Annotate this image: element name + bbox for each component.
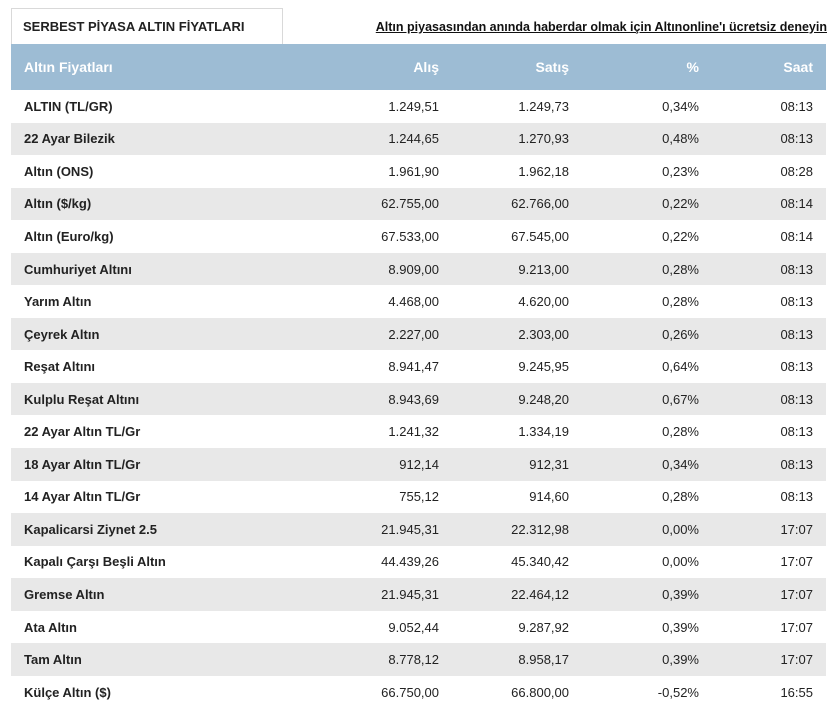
cell-percent: 0,00% <box>582 513 712 546</box>
cell-name: ALTIN (TL/GR) <box>11 90 315 123</box>
table-row <box>11 90 826 123</box>
cell-buy: 4.468,00 <box>315 285 452 318</box>
cell-buy: 8.778,12 <box>315 643 452 676</box>
table-row <box>11 546 826 579</box>
cell-buy: 8.943,69 <box>315 383 452 416</box>
cell-sell: 9.248,20 <box>452 383 582 416</box>
column-header-percent: % <box>582 44 712 90</box>
cell-time: 08:13 <box>712 90 826 123</box>
table-row <box>11 513 826 546</box>
table-header-row <box>11 44 826 90</box>
cell-sell: 22.464,12 <box>452 578 582 611</box>
cell-sell: 1.249,73 <box>452 90 582 123</box>
cell-name: Kapalicarsi Ziynet 2.5 <box>11 513 315 546</box>
cell-name: Cumhuriyet Altını <box>11 253 315 286</box>
cell-sell: 45.340,42 <box>452 546 582 579</box>
cell-buy: 1.249,51 <box>315 90 452 123</box>
cell-time: 17:07 <box>712 643 826 676</box>
table-row <box>11 253 826 286</box>
cell-time: 08:13 <box>712 285 826 318</box>
table-row <box>11 448 826 481</box>
cell-percent: 0,39% <box>582 643 712 676</box>
cell-name: 18 Ayar Altın TL/Gr <box>11 448 315 481</box>
cell-time: 08:13 <box>712 415 826 448</box>
table-body <box>11 90 826 708</box>
cell-percent: 0,28% <box>582 481 712 514</box>
table-row <box>11 611 826 644</box>
cell-percent: 0,39% <box>582 611 712 644</box>
cell-time: 08:14 <box>712 220 826 253</box>
cell-sell: 9.245,95 <box>452 350 582 383</box>
cell-sell: 22.312,98 <box>452 513 582 546</box>
cell-buy: 62.755,00 <box>315 188 452 221</box>
cell-name: 14 Ayar Altın TL/Gr <box>11 481 315 514</box>
cell-time: 08:13 <box>712 350 826 383</box>
cell-sell: 67.545,00 <box>452 220 582 253</box>
cell-sell: 9.287,92 <box>452 611 582 644</box>
cell-time: 17:07 <box>712 513 826 546</box>
table-row <box>11 676 826 709</box>
cell-percent: 0,23% <box>582 155 712 188</box>
cell-time: 08:13 <box>712 481 826 514</box>
cell-sell: 9.213,00 <box>452 253 582 286</box>
table-row <box>11 350 826 383</box>
cell-name: Ata Altın <box>11 611 315 644</box>
table-header <box>11 44 826 90</box>
cell-time: 17:07 <box>712 578 826 611</box>
gold-prices-table <box>11 44 826 708</box>
cell-percent: 0,34% <box>582 90 712 123</box>
cell-time: 08:13 <box>712 448 826 481</box>
cell-percent: 0,28% <box>582 415 712 448</box>
cell-name: Kulplu Reşat Altını <box>11 383 315 416</box>
cell-sell: 1.334,19 <box>452 415 582 448</box>
cell-buy: 2.227,00 <box>315 318 452 351</box>
table-row <box>11 188 826 221</box>
cell-percent: 0,48% <box>582 123 712 156</box>
cell-sell: 2.303,00 <box>452 318 582 351</box>
cell-buy: 44.439,26 <box>315 546 452 579</box>
cell-name: Kapalı Çarşı Beşli Altın <box>11 546 315 579</box>
cell-buy: 21.945,31 <box>315 513 452 546</box>
tab-serbest-piyasa[interactable]: SERBEST PİYASA ALTIN FİYATLARI <box>11 8 283 44</box>
cell-buy: 1.244,65 <box>315 123 452 156</box>
cell-percent: 0,26% <box>582 318 712 351</box>
cell-time: 16:55 <box>712 676 826 709</box>
cell-time: 08:13 <box>712 253 826 286</box>
cell-name: Altın (Euro/kg) <box>11 220 315 253</box>
table-row <box>11 578 826 611</box>
cell-sell: 1.270,93 <box>452 123 582 156</box>
table-row <box>11 481 826 514</box>
cell-name: Çeyrek Altın <box>11 318 315 351</box>
cell-buy: 8.941,47 <box>315 350 452 383</box>
cell-percent: 0,28% <box>582 285 712 318</box>
column-header-time: Saat <box>712 44 826 90</box>
column-header-sell: Satış <box>452 44 582 90</box>
cell-name: 22 Ayar Bilezik <box>11 123 315 156</box>
cell-time: 08:14 <box>712 188 826 221</box>
cell-name: Tam Altın <box>11 643 315 676</box>
cell-buy: 912,14 <box>315 448 452 481</box>
cell-percent: -0,52% <box>582 676 712 709</box>
column-header-buy: Alış <box>315 44 452 90</box>
cell-name: Reşat Altını <box>11 350 315 383</box>
cell-sell: 4.620,00 <box>452 285 582 318</box>
cell-name: Altın (ONS) <box>11 155 315 188</box>
gold-prices-table-container <box>11 44 826 708</box>
cell-buy: 67.533,00 <box>315 220 452 253</box>
cell-sell: 914,60 <box>452 481 582 514</box>
cell-percent: 0,39% <box>582 578 712 611</box>
cell-percent: 0,34% <box>582 448 712 481</box>
cell-percent: 0,00% <box>582 546 712 579</box>
cell-percent: 0,22% <box>582 188 712 221</box>
table-row <box>11 155 826 188</box>
cell-percent: 0,22% <box>582 220 712 253</box>
cell-name: Külçe Altın ($) <box>11 676 315 709</box>
cell-sell: 66.800,00 <box>452 676 582 709</box>
cell-buy: 755,12 <box>315 481 452 514</box>
cell-time: 17:07 <box>712 546 826 579</box>
table-row <box>11 220 826 253</box>
table-row <box>11 318 826 351</box>
cell-sell: 912,31 <box>452 448 582 481</box>
cell-time: 08:13 <box>712 318 826 351</box>
table-row <box>11 285 826 318</box>
cell-sell: 62.766,00 <box>452 188 582 221</box>
cell-buy: 21.945,31 <box>315 578 452 611</box>
top-bar <box>0 0 835 46</box>
column-header-name: Altın Fiyatları <box>11 44 315 90</box>
cell-buy: 8.909,00 <box>315 253 452 286</box>
cell-percent: 0,67% <box>582 383 712 416</box>
cell-sell: 1.962,18 <box>452 155 582 188</box>
cell-buy: 66.750,00 <box>315 676 452 709</box>
cell-time: 17:07 <box>712 611 826 644</box>
cell-name: Altın ($/kg) <box>11 188 315 221</box>
cell-name: 22 Ayar Altın TL/Gr <box>11 415 315 448</box>
cell-time: 08:28 <box>712 155 826 188</box>
cell-buy: 1.961,90 <box>315 155 452 188</box>
cell-time: 08:13 <box>712 123 826 156</box>
table-row <box>11 123 826 156</box>
cell-time: 08:13 <box>712 383 826 416</box>
cell-buy: 9.052,44 <box>315 611 452 644</box>
cell-percent: 0,28% <box>582 253 712 286</box>
cell-name: Yarım Altın <box>11 285 315 318</box>
table-row <box>11 643 826 676</box>
cell-percent: 0,64% <box>582 350 712 383</box>
table-row <box>11 415 826 448</box>
promo-link[interactable]: Altın piyasasından anında haberdar olmak için Altınonline'ı ücretsiz deneyin <box>375 20 827 34</box>
cell-sell: 8.958,17 <box>452 643 582 676</box>
cell-name: Gremse Altın <box>11 578 315 611</box>
table-row <box>11 383 826 416</box>
cell-buy: 1.241,32 <box>315 415 452 448</box>
